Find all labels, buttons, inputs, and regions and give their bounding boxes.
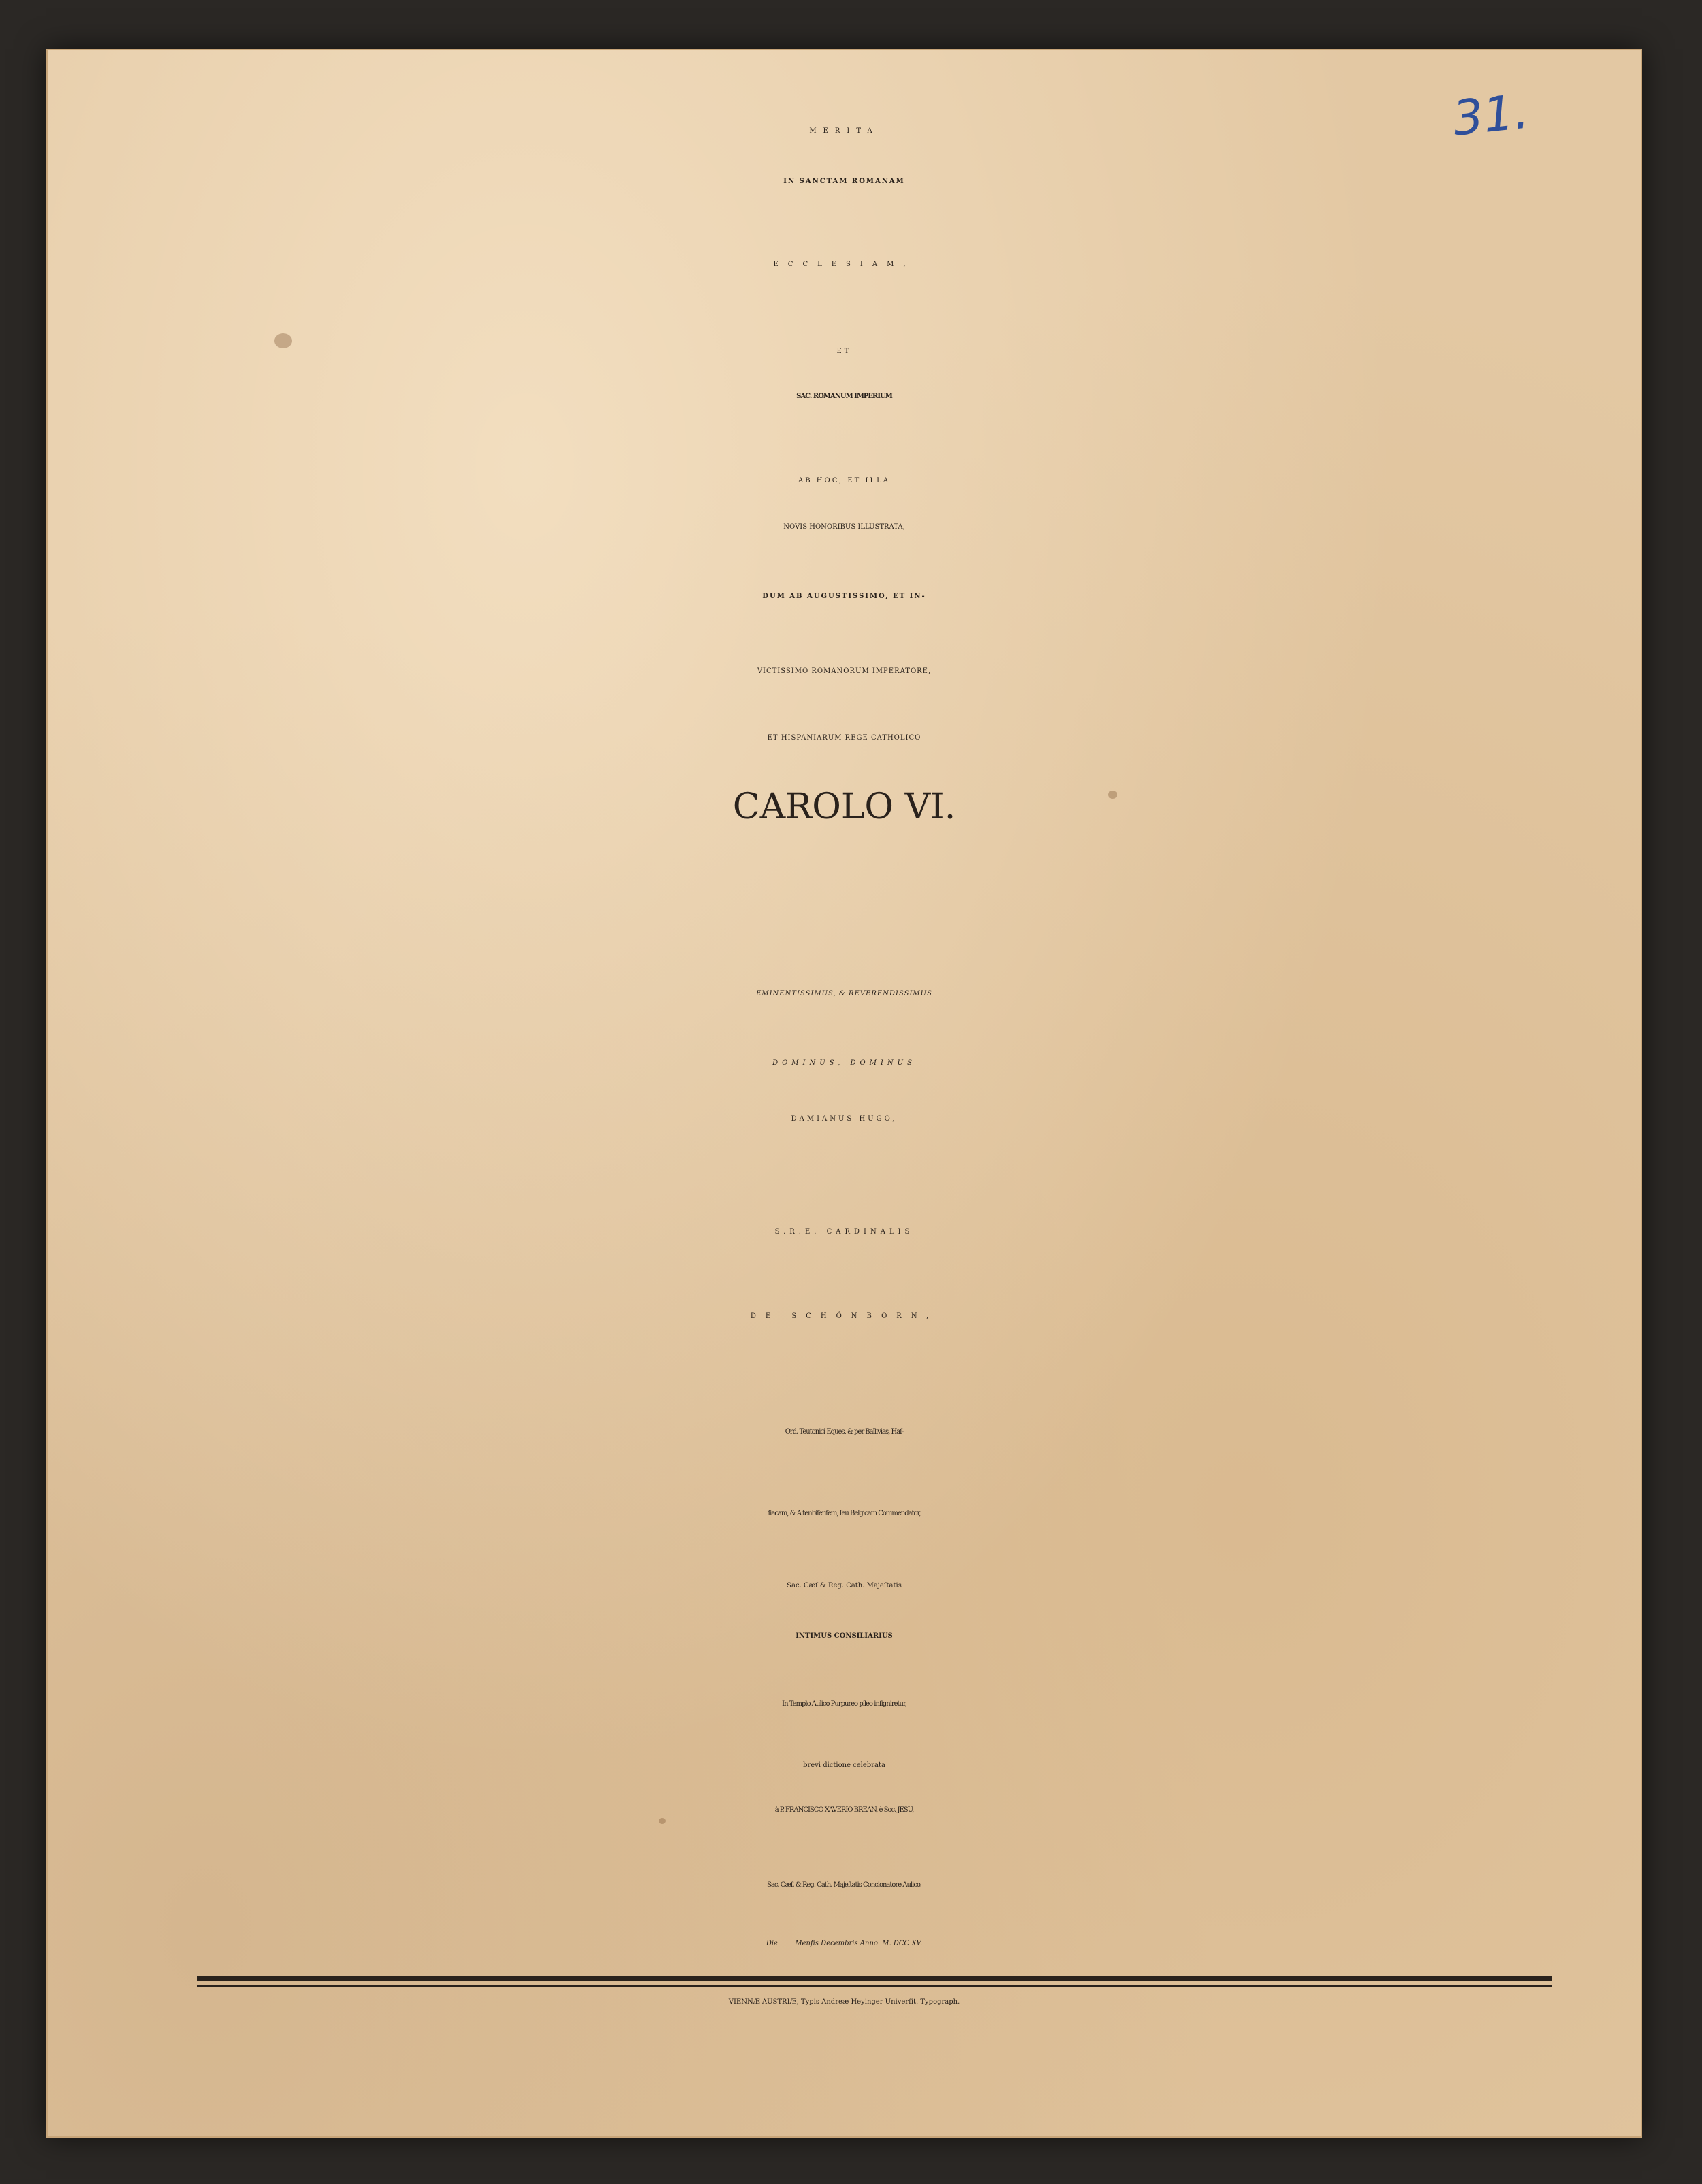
- divider-rule-bottom: [197, 1985, 1552, 1987]
- stain: [274, 333, 292, 348]
- title-line-ecclesiam: ECCLESIAM,: [773, 261, 915, 268]
- emperor-name: CAROLO VI.: [732, 787, 956, 827]
- title-line-et: ET: [836, 348, 852, 355]
- shelfmark-annotation: 31.: [1450, 83, 1532, 147]
- cardinal-family: DE SCHÖNBORN,: [750, 1312, 938, 1320]
- divider-rule-top: [197, 1976, 1552, 1981]
- description-line-1: Ord. Teutonici Eques, & per Ballivias, Haſ-: [785, 1428, 904, 1436]
- description-line-3: Sac. Cæſ & Reg. Cath. Majeſtatis: [787, 1582, 902, 1589]
- stain: [659, 1818, 666, 1824]
- title-line-novis-honoribus: NOVIS HONORIBUS ILLUSTRATA,: [783, 523, 905, 531]
- dignitary-dominus: DOMINUS, DOMINUS: [772, 1059, 916, 1067]
- cardinal-name: DAMIANUS HUGO,: [791, 1115, 898, 1123]
- author-line: à P. FRANCISCO XAVERIO BREAN, è Soc. JESU,: [774, 1806, 914, 1814]
- title-line-dum-ab-augustissimo: DUM AB AUGUSTISSIMO, ET IN-: [762, 593, 926, 600]
- title-line-hispaniarum: ET HISPANIARUM REGE CATHOLICO: [767, 734, 921, 742]
- title-page: [46, 49, 1642, 2138]
- imprint: VIENNÆ AUSTRIÆ, Typis Andreæ Heyinger Univerſit. Typograph.: [728, 1998, 960, 2006]
- title-line-sanctam-romanam: IN SANCTAM ROMANAM: [783, 178, 905, 185]
- title-line-victissimo: VICTISSIMO ROMANORUM IMPERATORE,: [757, 667, 932, 675]
- cardinal-title: S.R.E. CARDINALIS: [774, 1228, 914, 1236]
- intimus-consiliarius: INTIMUS CONSILIARIUS: [796, 1632, 893, 1640]
- description-line-2: ſiacam, & Altenbiſenſem, ſeu Belgicam Commendator,: [768, 1510, 921, 1517]
- description-line-templo: In Templo Aulico Purpureo pileo inſigniretur,: [782, 1700, 906, 1708]
- title-line-imperium: SAC. ROMANUM IMPERIUM: [796, 393, 892, 400]
- date-line: Die Menſis Decembris Anno M. DCC XV.: [766, 1940, 923, 1947]
- dignitary-title: EMINENTISSIMUS, & REVERENDISSIMUS: [756, 990, 932, 997]
- title-line-merita: MERITA: [809, 127, 879, 135]
- title-line-ab-hoc: AB HOC, ET ILLA: [798, 477, 890, 484]
- description-line-brevi: brevi dictione celebrata: [803, 1761, 885, 1769]
- author-office: Sac. Cæſ. & Reg. Cath. Majeſtatis Concionatore Aulico.: [767, 1881, 921, 1889]
